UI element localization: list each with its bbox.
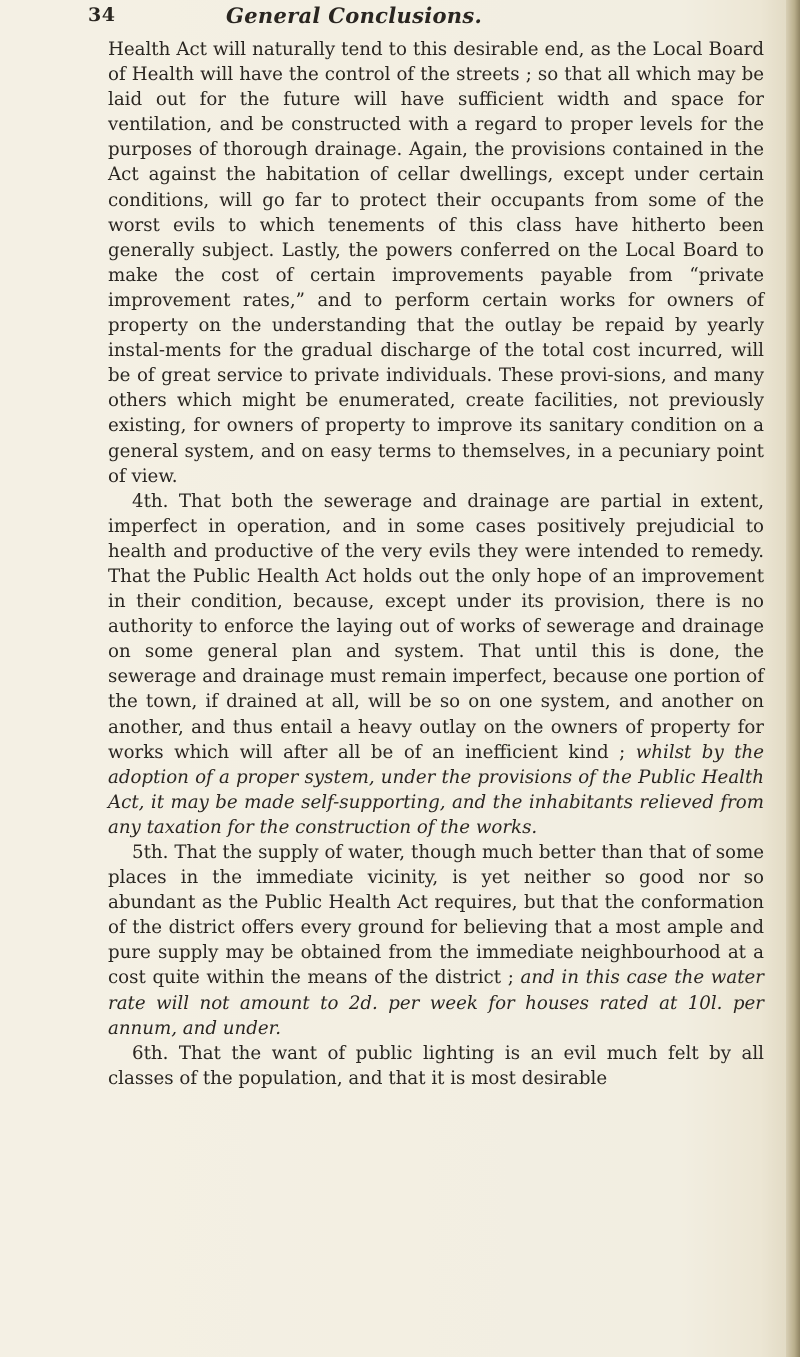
page-edge [786, 0, 800, 1357]
paragraph-italic-text: and in this case the water rate will not amount to 2d. per week for houses rated at 10l. per annum, and under. [108, 967, 764, 1039]
page-number: 34 [88, 4, 116, 26]
body-text [108, 37, 764, 1091]
paragraph-text: Health Act will naturally tend to this desirable end, as the Local Board of Health will have the control of the streets ; so that all which may be laid out for the future will have sufficient width and space for ventilation, and be constructed with a regard to proper levels for the purposes of thorough drainage. Again, the provisions contained in the Act against the habitation of cellar dwellings, except under certain conditions, will go far to protect their occupants from some of the worst evils to which tenements of this class have hitherto been generally subject. Lastly, the powers conferred on the Local Board to make the cost of certain improvements payable from “private improvement rates,” and to perform certain works for owners of property on the understanding that the outlay be repaid by yearly instal-ments for the gradual discharge of the total cost incurred, will be of great service to private individuals. These provi-sions, and many others which might be enumerated, create facilities, not previously existing, for owners of property to improve its sanitary condition on a general system, and on easy terms to themselves, in a pecuniary point of view. [108, 39, 764, 487]
paragraph-sixth-conclusion [108, 1041, 764, 1091]
paragraph-fourth-conclusion [108, 489, 764, 840]
paragraph-italic-text: whilst by the adoption of a proper system, under the provisions of the Public Health Act, it may be made self-supporting, and the inhabitants relieved from any taxation for the construction of the works. [108, 741, 765, 838]
paragraph-text: 5th. That the supply of water, though much better than that of some places in the immediate vicinity, is yet neither so good nor so abundant as the Public Health Act requires, but that the conformation of the district offers every ground for believing that a most ample and pure supply may be obtained from the immediate neighbourhood at a cost quite within the means of the district ; [108, 842, 764, 989]
running-head: General Conclusions. [226, 3, 483, 28]
paragraph-text: 6th. That the want of public lighting is an evil much felt by all classes of the population, and that it is most desirable [108, 1042, 764, 1089]
paragraph-text: 4th. That both the sewerage and drainage are partial in extent, imperfect in operation, and in some cases positively prejudicial to health and productive of the very evils they were intended to remedy. That the Public Health Act holds out the only hope of an improvement in their condition, because, except under its provision, there is no authority to enforce the laying out of works of sewerage and drainage on some general plan and system. That until this is done, the sewerage and drainage must remain imperfect, because one portion of the town, if drained at all, will be so on one system, and another on another, and thus entail a heavy outlay on the owners of property for works which will after all be of an inefficient kind ; [108, 490, 764, 763]
paragraph-fifth-conclusion [108, 840, 764, 1041]
page-header [0, 0, 780, 34]
paragraph-health-act [108, 37, 764, 489]
